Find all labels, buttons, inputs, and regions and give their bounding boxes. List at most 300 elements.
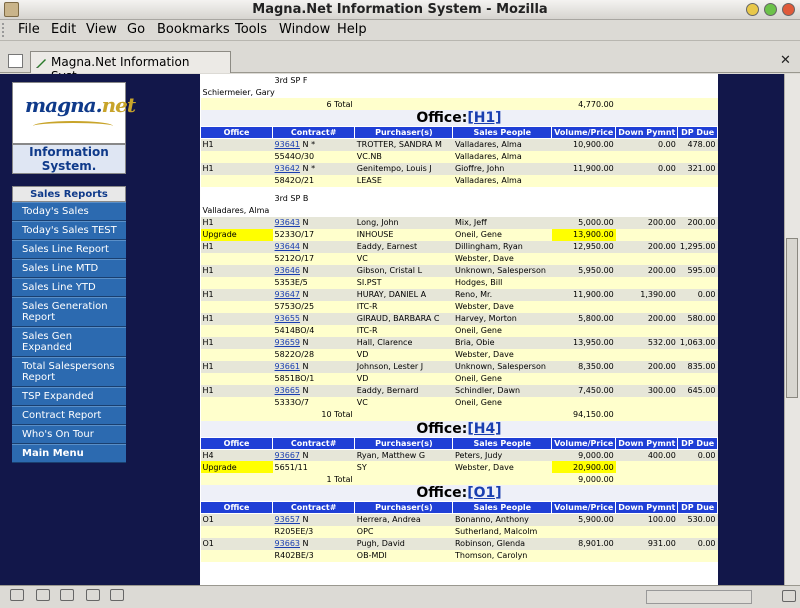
contract-cell[interactable]: 93641 N *: [273, 139, 355, 151]
volume-cell: 9,000.00: [552, 449, 616, 461]
salesperson-cell: Peters, Judy: [453, 449, 552, 461]
table-cell: [355, 98, 453, 110]
down-payment-cell: 931.00: [616, 538, 678, 550]
dp-due-cell: [678, 325, 718, 337]
contract-cell[interactable]: 93661 N: [273, 361, 355, 373]
down-payment-cell: [616, 461, 678, 473]
office-heading: [201, 421, 718, 438]
contract-cell[interactable]: 93657 N: [273, 514, 355, 526]
tab-title: Magna.Net Information: [51, 55, 190, 69]
contract-row: [201, 337, 718, 349]
office-cell: H4: [201, 449, 273, 461]
volume-cell: 8,350.00: [552, 361, 616, 373]
column-header: Office: [201, 127, 273, 139]
menubar-grip[interactable]: [2, 23, 8, 37]
office-cell: [201, 373, 273, 385]
down-payment-cell: 200.00: [616, 241, 678, 253]
info-line1: Information: [29, 145, 109, 159]
office-cell: H1: [201, 313, 273, 325]
contract-link[interactable]: 93667: [274, 450, 300, 460]
office-cell: [201, 175, 273, 187]
purchaser-cell: Long, John: [355, 217, 453, 229]
column-header: DP Due: [678, 437, 718, 449]
down-payment-cell: 300.00: [616, 385, 678, 397]
salesperson-cell: Webster, Dave: [453, 301, 552, 313]
office-code-link[interactable]: [H1]: [467, 110, 502, 126]
contract-cell: 5212O/17: [273, 253, 355, 265]
nav-tsp-expanded[interactable]: TSP Expanded: [12, 387, 126, 406]
salesperson-cell: Robinson, Glenda: [453, 538, 552, 550]
dp-due-cell: 0.00: [678, 449, 718, 461]
down-payment-cell: [616, 229, 678, 241]
salesperson-cell: Bria, Obie: [453, 337, 552, 349]
dp-due-cell: 321.00: [678, 163, 718, 175]
nav-sales-line-ytd[interactable]: Sales Line YTD: [12, 278, 126, 297]
down-payment-cell: [616, 301, 678, 313]
salesperson-cell: Valladares, Alma: [453, 139, 552, 151]
volume-cell: [552, 253, 616, 265]
contract-cell[interactable]: 93646 N: [273, 265, 355, 277]
column-header: Sales People: [453, 437, 552, 449]
nav-sales-line-report[interactable]: Sales Line Report: [12, 240, 126, 259]
contract-link[interactable]: 93659: [274, 338, 300, 347]
nav-whos-on-tour[interactable]: Who's On Tour: [12, 425, 126, 444]
salesperson-cell: Thomson, Carolyn: [453, 550, 552, 562]
down-payment-cell: 200.00: [616, 265, 678, 277]
salesperson-cell: Schindler, Dawn: [453, 385, 552, 397]
column-header: Sales People: [453, 502, 552, 514]
salesperson-cell: Webster, Dave: [453, 253, 552, 265]
purchaser-cell: Herrera, Andrea: [355, 514, 453, 526]
nav-contract-report[interactable]: Contract Report: [12, 406, 126, 425]
contract-link[interactable]: 93657: [274, 515, 300, 525]
collapsed-toolbar[interactable]: [0, 40, 800, 50]
page-viewport: [0, 74, 784, 585]
nav-main-menu[interactable]: Main Menu: [12, 444, 126, 463]
salesperson-cell: Harvey, Morton: [453, 313, 552, 325]
column-header: Contract#: [273, 502, 355, 514]
volume-cell: [552, 349, 616, 361]
volume-cell: 5,900.00: [552, 514, 616, 526]
column-header: Contract#: [273, 127, 355, 139]
contract-cell: 5544O/30: [273, 151, 355, 163]
dp-due-cell: [678, 397, 718, 409]
salesperson-cell: Reno, Mr.: [453, 289, 552, 301]
pen-icon: [35, 56, 48, 69]
contract-cell[interactable]: 93663 N: [273, 538, 355, 550]
table-cell: [616, 473, 678, 485]
chat-icon[interactable]: [110, 589, 124, 601]
column-header: Purchaser(s): [355, 437, 453, 449]
dp-due-cell: [678, 461, 718, 473]
contract-row: [201, 163, 718, 175]
office-heading: [201, 110, 718, 127]
contract-row: [201, 538, 718, 550]
contract-detail-row: [201, 151, 718, 163]
office-code-link[interactable]: [O1]: [467, 485, 502, 501]
office-cell: [201, 301, 273, 313]
contract-row: [201, 313, 718, 325]
down-payment-cell: 0.00: [616, 163, 678, 175]
down-payment-cell: [616, 175, 678, 187]
volume-cell: 20,900.00: [552, 461, 616, 473]
down-payment-cell: 200.00: [616, 361, 678, 373]
contract-link[interactable]: 93655: [274, 314, 300, 323]
contract-detail-row: [201, 526, 718, 538]
volume-cell: 13,900.00: [552, 229, 616, 241]
volume-cell: [552, 277, 616, 289]
salesperson-cell: Webster, Dave: [453, 461, 552, 473]
table-cell: [616, 409, 678, 421]
dp-due-cell: [678, 526, 718, 538]
dp-due-cell: [678, 301, 718, 313]
total-row: [201, 409, 718, 421]
address-book-icon[interactable]: [86, 589, 100, 601]
table-cell: [201, 74, 273, 86]
contract-cell: 5822O/28: [273, 349, 355, 361]
column-header: Purchaser(s): [355, 127, 453, 139]
salesperson-cell: Valladares, Alma: [453, 151, 552, 163]
menu-edit[interactable]: Edit: [51, 22, 77, 37]
purchaser-cell: Johnson, Lester J: [355, 361, 453, 373]
office-cell: H1: [201, 241, 273, 253]
purchaser-cell: Eaddy, Bernard: [355, 385, 453, 397]
purchaser-cell: INHOUSE: [355, 229, 453, 241]
office-cell: O1: [201, 538, 273, 550]
volume-cell: [552, 550, 616, 562]
nav-sales-line-mtd[interactable]: Sales Line MTD: [12, 259, 126, 278]
dp-due-cell: 478.00: [678, 139, 718, 151]
contract-detail-row: [201, 229, 718, 241]
salesperson-cell: Mix, Jeff: [453, 217, 552, 229]
menu-help[interactable]: Help: [337, 22, 367, 37]
close-tab-icon[interactable]: ✕: [780, 53, 791, 68]
office-cell: [201, 325, 273, 337]
down-payment-cell: [616, 277, 678, 289]
menu-tools[interactable]: Tools: [235, 22, 268, 37]
contract-detail-row: [201, 550, 718, 562]
volume-cell: 11,900.00: [552, 289, 616, 301]
column-header: Purchaser(s): [355, 502, 453, 514]
volume-cell: [552, 301, 616, 313]
contract-row: [201, 449, 718, 461]
down-payment-cell: [616, 349, 678, 361]
salesperson-cell: Dillingham, Ryan: [453, 241, 552, 253]
table-cell: [678, 473, 718, 485]
salesperson-cell: Unknown, Salesperson: [453, 361, 552, 373]
office-cell: Upgrade: [201, 461, 273, 473]
down-payment-cell: 400.00: [616, 449, 678, 461]
dp-due-cell: [678, 277, 718, 289]
navigator-icon[interactable]: [10, 589, 24, 601]
dp-due-cell: [678, 550, 718, 562]
security-lock-icon[interactable]: [782, 590, 796, 602]
office-cell: H1: [201, 217, 273, 229]
total-value: 4,770.00: [552, 98, 616, 110]
contract-cell: 5753O/25: [273, 301, 355, 313]
close-button[interactable]: [782, 3, 795, 16]
purchaser-cell: VC: [355, 397, 453, 409]
column-header: Contract#: [273, 437, 355, 449]
logo-text-a: magna: [25, 93, 96, 117]
salesperson-cell: Valladares, Alma: [453, 175, 552, 187]
volume-cell: [552, 151, 616, 163]
column-header-row: [201, 127, 718, 139]
down-payment-cell: [616, 325, 678, 337]
column-header: DP Due: [678, 127, 718, 139]
nav-total-salespersons-report[interactable]: Total Salespersons Report: [12, 357, 126, 387]
dp-due-cell: 530.00: [678, 514, 718, 526]
contract-row: [201, 265, 718, 277]
contract-row: [201, 361, 718, 373]
dp-due-cell: 580.00: [678, 313, 718, 325]
contract-cell: 5414BO/4: [273, 325, 355, 337]
office-cell: [201, 349, 273, 361]
volume-cell: 5,800.00: [552, 313, 616, 325]
column-header: Volume/Price: [552, 127, 616, 139]
office-cell: [201, 151, 273, 163]
purchaser-cell: VC: [355, 253, 453, 265]
total-row: [201, 98, 718, 110]
contract-cell[interactable]: 93665 N: [273, 385, 355, 397]
composer-icon[interactable]: [60, 589, 74, 601]
volume-cell: 10,900.00: [552, 139, 616, 151]
contract-link[interactable]: 93646: [274, 266, 300, 275]
dp-due-cell: [678, 349, 718, 361]
dp-due-cell: [678, 373, 718, 385]
purchaser-cell: VD: [355, 373, 453, 385]
dp-due-cell: [678, 175, 718, 187]
dp-due-cell: [678, 151, 718, 163]
sp-name: Valladares, Alma: [201, 205, 718, 217]
table-cell: [355, 409, 453, 421]
text-row: [201, 86, 718, 98]
office-title: Office:[H1]: [201, 110, 718, 127]
online-status-icon[interactable]: [760, 590, 774, 602]
contract-row: [201, 514, 718, 526]
contract-cell: 5233O/17: [273, 229, 355, 241]
contract-cell[interactable]: 93655 N: [273, 313, 355, 325]
purchaser-cell: Genitempo, Louis J: [355, 163, 453, 175]
contract-cell: 5851BO/1: [273, 373, 355, 385]
purchaser-cell: OPC: [355, 526, 453, 538]
volume-cell: [552, 175, 616, 187]
down-payment-cell: 200.00: [616, 217, 678, 229]
volume-cell: 8,901.00: [552, 538, 616, 550]
menu-view[interactable]: View: [86, 22, 117, 37]
purchaser-cell: HURAY, DANIEL A: [355, 289, 453, 301]
contract-detail-row: [201, 349, 718, 361]
dp-due-cell: 200.00: [678, 217, 718, 229]
info-line2: System.: [41, 159, 97, 173]
sp-name: Schiermeier, Gary: [201, 86, 718, 98]
office-cell: O1: [201, 514, 273, 526]
contract-cell[interactable]: 93643 N: [273, 217, 355, 229]
nav-todays-sales[interactable]: Today's Sales: [12, 202, 126, 221]
purchaser-cell: VC.NB: [355, 151, 453, 163]
nav-todays-sales-test[interactable]: Today's Sales TEST: [12, 221, 126, 240]
office-cell: H1: [201, 289, 273, 301]
purchaser-cell: SY: [355, 461, 453, 473]
down-payment-cell: 0.00: [616, 139, 678, 151]
dp-due-cell: 1,295.00: [678, 241, 718, 253]
maximize-button[interactable]: [764, 3, 777, 16]
down-payment-cell: [616, 397, 678, 409]
contract-link[interactable]: 93661: [274, 362, 300, 371]
office-title: Office:[H4]: [201, 421, 718, 438]
total-value: 94,150.00: [552, 409, 616, 421]
contract-cell: 5333O/7: [273, 397, 355, 409]
mail-icon[interactable]: [36, 589, 50, 601]
column-header: Office: [201, 437, 273, 449]
office-title: Office:[O1]: [201, 485, 718, 502]
down-payment-cell: [616, 373, 678, 385]
contract-link[interactable]: 93647: [274, 290, 300, 299]
office-cell: [201, 526, 273, 538]
nav-sales-gen-expanded[interactable]: Sales Gen Expanded: [12, 327, 126, 357]
contract-link[interactable]: 93644: [274, 242, 300, 251]
logo-text-b: net: [101, 93, 136, 117]
menu-go[interactable]: Go: [127, 22, 146, 37]
menu-window[interactable]: Window: [279, 22, 331, 37]
contract-detail-row: [201, 373, 718, 385]
table-cell: [678, 98, 718, 110]
contract-row: [201, 139, 718, 151]
dp-due-cell: [678, 229, 718, 241]
menu-bookmarks[interactable]: Bookmarks: [157, 22, 230, 37]
contract-cell[interactable]: 93667 N: [273, 449, 355, 461]
text-row: [201, 205, 718, 217]
salesperson-cell: Bonanno, Anthony: [453, 514, 552, 526]
down-payment-cell: [616, 526, 678, 538]
volume-cell: [552, 397, 616, 409]
salesperson-cell: Oneil, Gene: [453, 397, 552, 409]
purchaser-cell: VD: [355, 349, 453, 361]
column-header: Volume/Price: [552, 437, 616, 449]
contract-link[interactable]: 93643: [274, 218, 300, 227]
scrollbar-thumb[interactable]: [786, 238, 798, 398]
dp-due-cell: 0.00: [678, 289, 718, 301]
contract-cell[interactable]: 93647 N: [273, 289, 355, 301]
sidebar: [0, 74, 136, 585]
purchaser-cell: Gibson, Cristal L: [355, 265, 453, 277]
progress-bar: [646, 590, 752, 604]
dp-due-cell: [678, 253, 718, 265]
purchaser-cell: ITC-R: [355, 301, 453, 313]
purchaser-cell: SI.PST: [355, 277, 453, 289]
column-header: Down Pymnt: [616, 502, 678, 514]
office-cell: [201, 550, 273, 562]
table-cell: [453, 473, 552, 485]
volume-cell: 12,950.00: [552, 241, 616, 253]
down-payment-cell: [616, 550, 678, 562]
table-cell: [453, 409, 552, 421]
column-header: Volume/Price: [552, 502, 616, 514]
total-label: 1 Total: [201, 473, 355, 485]
table-cell: [678, 409, 718, 421]
office-cell: [201, 397, 273, 409]
purchaser-cell: Pugh, David: [355, 538, 453, 550]
contract-cell[interactable]: 93644 N: [273, 241, 355, 253]
contract-detail-row: [201, 461, 718, 473]
volume-cell: [552, 325, 616, 337]
dp-due-cell: 645.00: [678, 385, 718, 397]
down-payment-cell: [616, 151, 678, 163]
column-header: Down Pymnt: [616, 127, 678, 139]
total-label: 6 Total: [201, 98, 355, 110]
purchaser-cell: Eaddy, Earnest: [355, 241, 453, 253]
dp-due-cell: 595.00: [678, 265, 718, 277]
dp-due-cell: 0.00: [678, 538, 718, 550]
office-heading: [201, 485, 718, 502]
minimize-button[interactable]: [746, 3, 759, 16]
purchaser-cell: Hall, Clarence: [355, 337, 453, 349]
contract-row: [201, 385, 718, 397]
dp-due-cell: 1,063.00: [678, 337, 718, 349]
down-payment-cell: 200.00: [616, 313, 678, 325]
down-payment-cell: 100.00: [616, 514, 678, 526]
dp-due-cell: 835.00: [678, 361, 718, 373]
contract-row: [201, 241, 718, 253]
salesperson-cell: Webster, Dave: [453, 349, 552, 361]
nav-section-header: Sales Reports: [12, 186, 126, 202]
contract-detail-row: [201, 301, 718, 313]
column-header: DP Due: [678, 502, 718, 514]
table-cell: [355, 473, 453, 485]
salesperson-cell: Hodges, Bill: [453, 277, 552, 289]
column-header: Down Pymnt: [616, 437, 678, 449]
new-tab-icon[interactable]: [8, 54, 23, 68]
contract-link[interactable]: 93663: [274, 539, 300, 548]
contract-cell[interactable]: 93659 N: [273, 337, 355, 349]
volume-cell: 5,000.00: [552, 217, 616, 229]
office-code-link[interactable]: [H4]: [467, 420, 502, 437]
salesperson-cell: Sutherland, Malcolm: [453, 526, 552, 538]
contract-link[interactable]: 93665: [274, 386, 300, 395]
office-cell: H1: [201, 385, 273, 397]
contract-row: [201, 289, 718, 301]
contract-cell: 5842O/21: [273, 175, 355, 187]
table-cell: [616, 98, 678, 110]
purchaser-cell: TROTTER, SANDRA M: [355, 139, 453, 151]
purchaser-cell: OB-MDI: [355, 550, 453, 562]
contract-detail-row: [201, 325, 718, 337]
column-header-row: [201, 437, 718, 449]
salesperson-cell: Unknown, Salesperson: [453, 265, 552, 277]
contract-cell[interactable]: 93642 N *: [273, 163, 355, 175]
sp-line: 3rd SP F: [273, 74, 718, 86]
magna-net-logo: magna.net: [12, 82, 126, 144]
menu-file[interactable]: File: [18, 22, 40, 37]
tab-current[interactable]: [30, 51, 231, 73]
office-cell: H1: [201, 265, 273, 277]
down-payment-cell: 532.00: [616, 337, 678, 349]
nav-sales-generation-report[interactable]: Sales Generation Report: [12, 297, 126, 327]
office-cell: [201, 253, 273, 265]
office-cell: H1: [201, 139, 273, 151]
contract-cell: R402BE/3: [273, 550, 355, 562]
volume-cell: [552, 526, 616, 538]
office-cell: H1: [201, 361, 273, 373]
contract-link[interactable]: 93641: [274, 140, 300, 150]
office-cell: H1: [201, 163, 273, 175]
contract-link[interactable]: 93642: [274, 164, 300, 173]
table-cell: [453, 98, 552, 110]
contract-detail-row: [201, 253, 718, 265]
purchaser-cell: LEASE: [355, 175, 453, 187]
contract-row: [201, 217, 718, 229]
text-row: [201, 74, 718, 86]
